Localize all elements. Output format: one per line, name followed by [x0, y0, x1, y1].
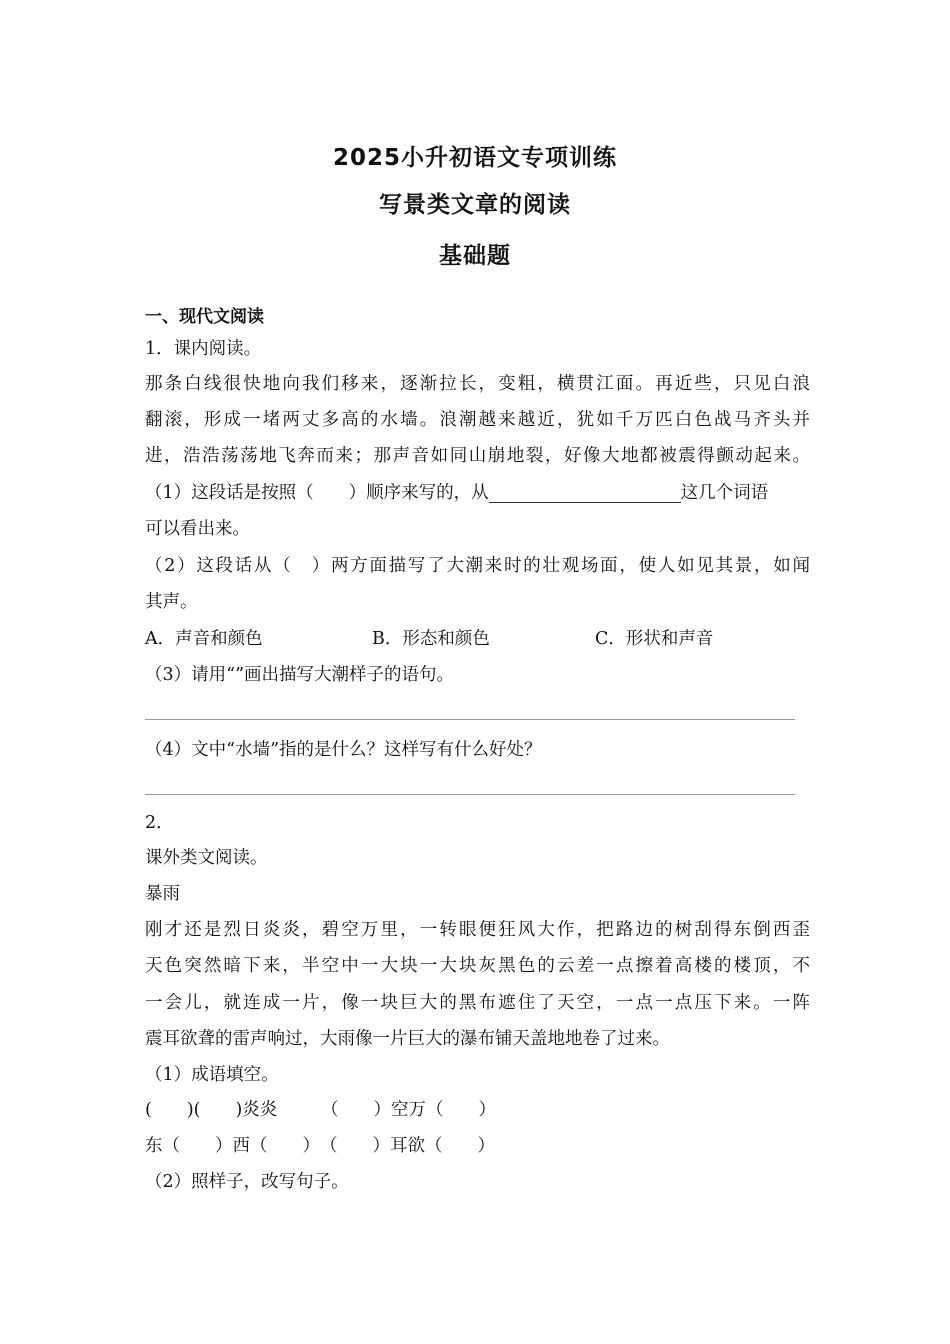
- passage-1-line: 那条白线很快地向我们移来，逐渐拉长，变粗，横贯江面。再近些，只见白浪: [145, 374, 810, 394]
- option-c[interactable]: C．形状和声音: [595, 629, 714, 649]
- difficulty-level: 基础题: [439, 243, 511, 269]
- answer-blank[interactable]: [489, 486, 681, 503]
- passage-1-line: 进，浩浩荡荡地飞奔而来；那声音如同山崩地裂，好像大地都被震得颤动起来。: [145, 446, 810, 466]
- answer-line[interactable]: [145, 794, 795, 795]
- passage-2-line: 震耳欲聋的雷声响过，大雨像一片巨大的瀑布铺天盖地地卷了过来。: [145, 1029, 670, 1049]
- document-subtitle: 写景类文章的阅读: [379, 192, 571, 218]
- passage-2-title: 暴雨: [145, 884, 180, 904]
- question-1-label: 1．课内阅读。: [145, 339, 262, 359]
- idiom-row[interactable]: 东（ ）西（ ） （ ）耳欲（ ）: [145, 1136, 495, 1156]
- question-2-label: 2．: [145, 813, 174, 833]
- document-title: 2025小升初语文专项训练: [332, 145, 617, 171]
- question-1-sub-3: （3）请用“”画出描写大潮样子的语句。: [145, 665, 455, 685]
- idiom-row[interactable]: ( )( )炎炎 （ ）空万（ ）: [145, 1100, 497, 1120]
- question-2-sub-1: （1）成语填空。: [145, 1065, 279, 1085]
- question-1-sub-4: （4）文中“水墙”指的是什么？这样写有什么好处？: [145, 740, 542, 760]
- sub-1-text-a: （1）这段话是按照（ ）顺序来写的，从: [145, 483, 489, 503]
- question-2-intro: 课外类文阅读。: [145, 848, 268, 868]
- section-heading: 一、现代文阅读: [145, 307, 264, 327]
- passage-1-line: 翻滚，形成一堵两丈多高的水墙。浪潮越来越近，犹如千万匹白色战马齐头并: [145, 410, 810, 430]
- option-b[interactable]: B．形态和颜色: [372, 629, 490, 649]
- option-a[interactable]: A．声音和颜色: [145, 629, 263, 649]
- answer-line[interactable]: [145, 719, 795, 720]
- sub-1-text-b: 这几个词语: [680, 483, 769, 503]
- question-1-sub-1-cont: 可以看出来。: [145, 519, 250, 539]
- passage-2-line: 一会儿，就连成一片，像一块巨大的黑布遮住了天空，一点一点压下来。一阵: [145, 993, 810, 1013]
- question-2-sub-2: （2）照样子，改写句子。: [145, 1172, 349, 1192]
- question-1-sub-1: [145, 485, 810, 503]
- question-1-sub-2: （2）这段话从（ ）两方面描写了大潮来时的壮观场面，使人如见其景，如闻: [145, 556, 810, 576]
- passage-2-line: 刚才还是烈日炎炎，碧空万里，一转眼便狂风大作，把路边的树刮得东倒西歪: [145, 920, 810, 940]
- question-1-sub-2-cont: 其声。: [145, 592, 198, 612]
- passage-2-line: 天色突然暗下来，半空中一大块一大块灰黑色的云差一点擦着高楼的楼顶，不: [145, 956, 810, 976]
